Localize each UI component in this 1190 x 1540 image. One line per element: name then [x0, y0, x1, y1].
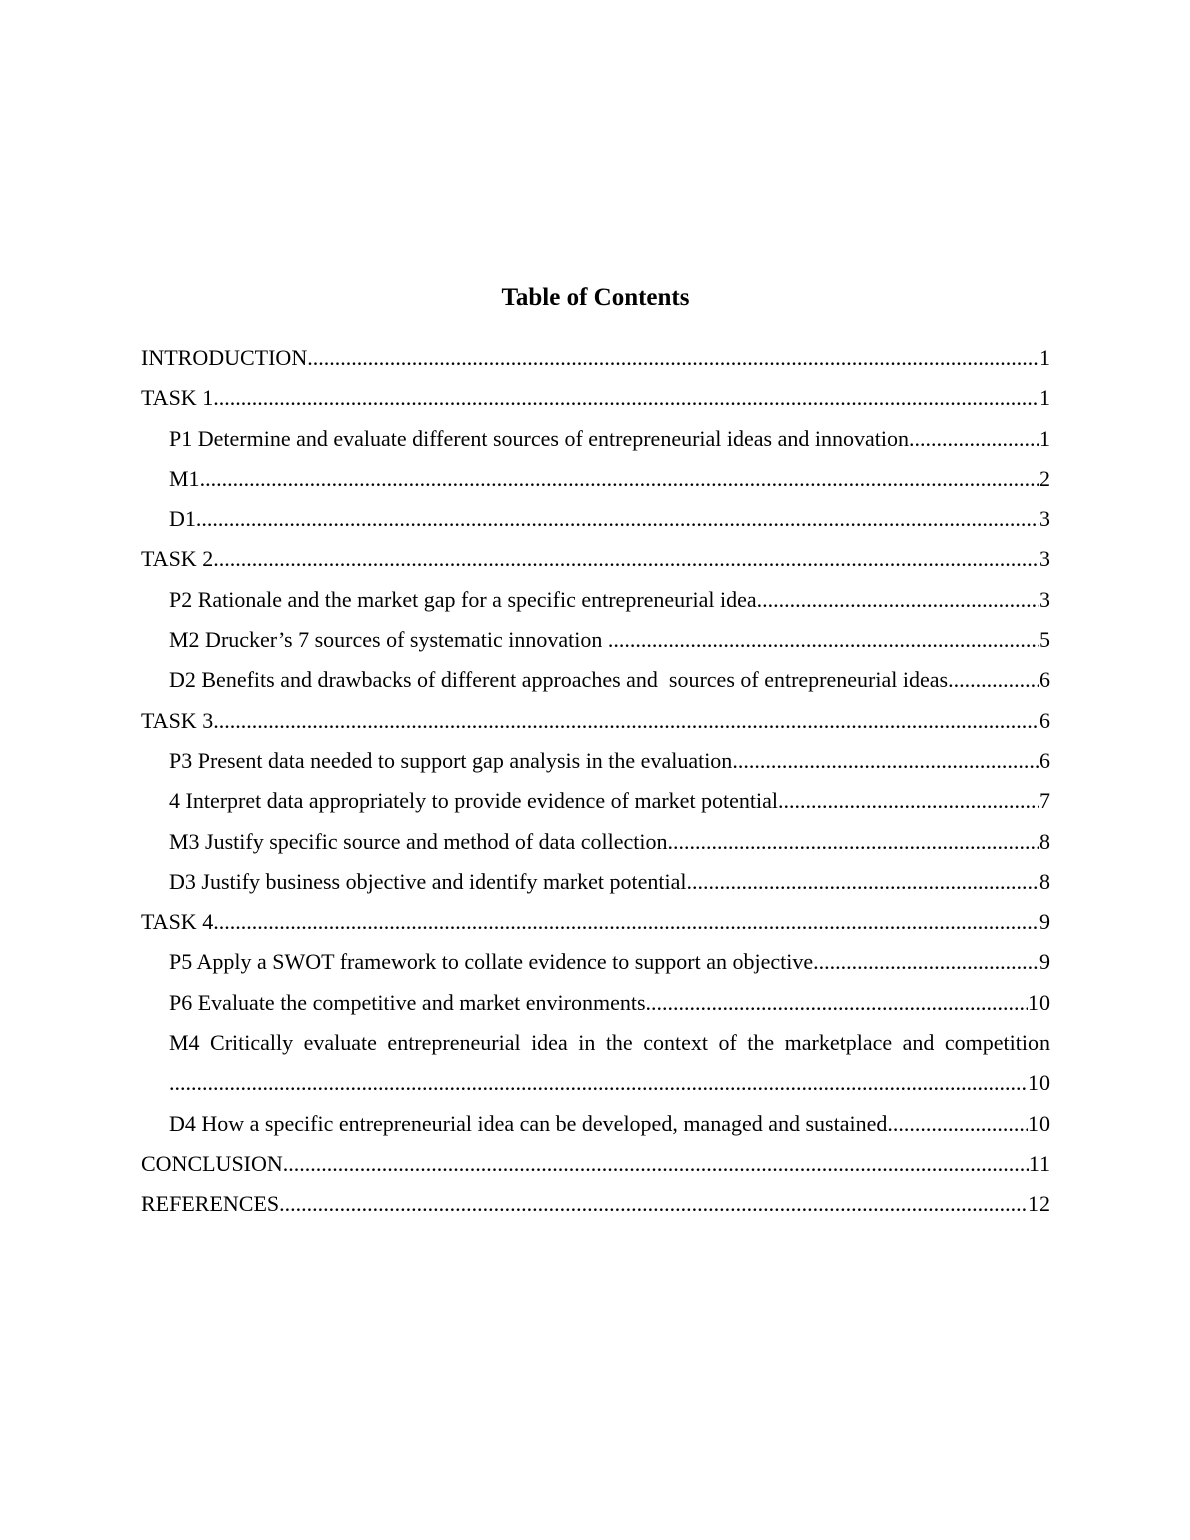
dot-leader: [169, 1063, 1028, 1103]
toc-entry: [141, 983, 1050, 1023]
dot-leader: [283, 1144, 1029, 1184]
toc-entry: [141, 1023, 1050, 1063]
toc-entry-label: TASK 2: [141, 546, 214, 572]
dot-leader: [196, 499, 1039, 539]
page-title: Table of Contents: [501, 284, 690, 311]
toc-entry-label: CONCLUSION: [141, 1150, 283, 1176]
page-number: 12: [1028, 1191, 1050, 1217]
toc-entry: [141, 580, 1050, 620]
toc-entry: [141, 338, 1050, 378]
dot-leader: [279, 1184, 1028, 1224]
page-number: 2: [1039, 465, 1050, 491]
page-number: 6: [1039, 667, 1050, 693]
dot-leader: [909, 419, 1039, 459]
dot-leader: [608, 620, 1039, 660]
dot-leader: [213, 902, 1039, 942]
page-number: 6: [1039, 707, 1050, 733]
toc-entry-label: P1 Determine and evaluate different sources of entrepreneurial ideas and innovation: [169, 425, 909, 451]
dot-leader: [948, 660, 1039, 700]
toc-entry-label: INTRODUCTION: [141, 345, 308, 370]
dot-leader: [213, 539, 1039, 579]
toc-entry-label: P3 Present data needed to support gap analysis in the evaluation: [169, 747, 733, 773]
table-of-contents: [141, 338, 1050, 1225]
toc-entry: [141, 459, 1050, 499]
toc-entry: [141, 660, 1050, 700]
toc-entry-label: D1: [169, 506, 196, 532]
page-number: 10: [1028, 1110, 1050, 1136]
page-number: 11: [1028, 1150, 1050, 1176]
page-number: 10: [1028, 1070, 1050, 1096]
toc-entry: [141, 942, 1050, 982]
page-number: 7: [1039, 788, 1050, 814]
toc-entry-label: TASK 1: [141, 385, 214, 411]
toc-entry-label: D4 How a specific entrepreneurial idea can be developed, managed and sustained: [169, 1110, 888, 1136]
page-number: 3: [1039, 506, 1050, 532]
toc-entry-label: TASK 4: [141, 909, 214, 935]
page-number: 3: [1039, 546, 1050, 572]
dot-leader: [732, 741, 1039, 781]
toc-entry: [141, 862, 1050, 902]
dot-leader: [307, 338, 1039, 378]
page-number: 6: [1039, 747, 1050, 773]
toc-entry: [141, 1184, 1050, 1224]
toc-entry: [141, 1144, 1050, 1184]
dot-leader: [213, 378, 1039, 418]
page-number: 10: [1028, 989, 1050, 1015]
toc-entry-continuation: [141, 1063, 1050, 1103]
toc-entry: [141, 741, 1050, 781]
dot-leader: [213, 701, 1039, 741]
dot-leader: [646, 983, 1028, 1023]
page-number: 9: [1039, 949, 1050, 975]
toc-entry: [141, 701, 1050, 741]
page-number: 3: [1039, 586, 1050, 612]
toc-entry: [141, 1104, 1050, 1144]
toc-entry-label: P2 Rationale and the market gap for a specific entrepreneurial idea: [169, 586, 757, 612]
toc-entry-label: M2 Drucker’s 7 sources of systematic innovation: [169, 627, 608, 653]
toc-entry-label: D2 Benefits and drawbacks of different approaches and sources of entrepreneurial ideas: [169, 667, 949, 693]
page-number: 1: [1039, 425, 1050, 451]
toc-entry-label: M1: [169, 465, 200, 491]
toc-entry: [141, 781, 1050, 821]
toc-entry-label: 4 Interpret data appropriately to provide evidence of market potential: [169, 788, 779, 814]
dot-leader: [813, 942, 1039, 982]
page-number: 5: [1039, 627, 1050, 653]
toc-entry: [141, 902, 1050, 942]
dot-leader: [687, 862, 1039, 902]
toc-entry-label: M4 Critically evaluate entrepreneurial idea in the context of the marketplace and competition: [169, 1030, 1050, 1056]
toc-entry-label: TASK 3: [141, 707, 214, 733]
toc-entry: [141, 539, 1050, 579]
dot-leader: [778, 781, 1039, 821]
dot-leader: [757, 580, 1039, 620]
toc-entry-label: M3 Justify specific source and method of data collection: [169, 828, 668, 854]
toc-entry: [141, 499, 1050, 539]
toc-entry: [141, 378, 1050, 418]
page-number: 1: [1039, 385, 1050, 411]
toc-entry-label: D3 Justify business objective and identify market potential: [169, 868, 687, 894]
toc-entry: [141, 419, 1050, 459]
page-number: 1: [1039, 345, 1050, 370]
toc-entry-label: P6 Evaluate the competitive and market environments: [169, 989, 646, 1015]
dot-leader: [668, 822, 1039, 862]
toc-entry: [141, 620, 1050, 660]
page-number: 8: [1039, 828, 1050, 854]
toc-entry: [141, 822, 1050, 862]
toc-entry-label: REFERENCES: [141, 1191, 280, 1217]
dot-leader: [200, 459, 1039, 499]
page-number: 8: [1039, 868, 1050, 894]
dot-leader: [887, 1104, 1028, 1144]
page-number: 9: [1039, 909, 1050, 935]
toc-entry-label: P5 Apply a SWOT framework to collate evidence to support an objective: [169, 949, 814, 975]
